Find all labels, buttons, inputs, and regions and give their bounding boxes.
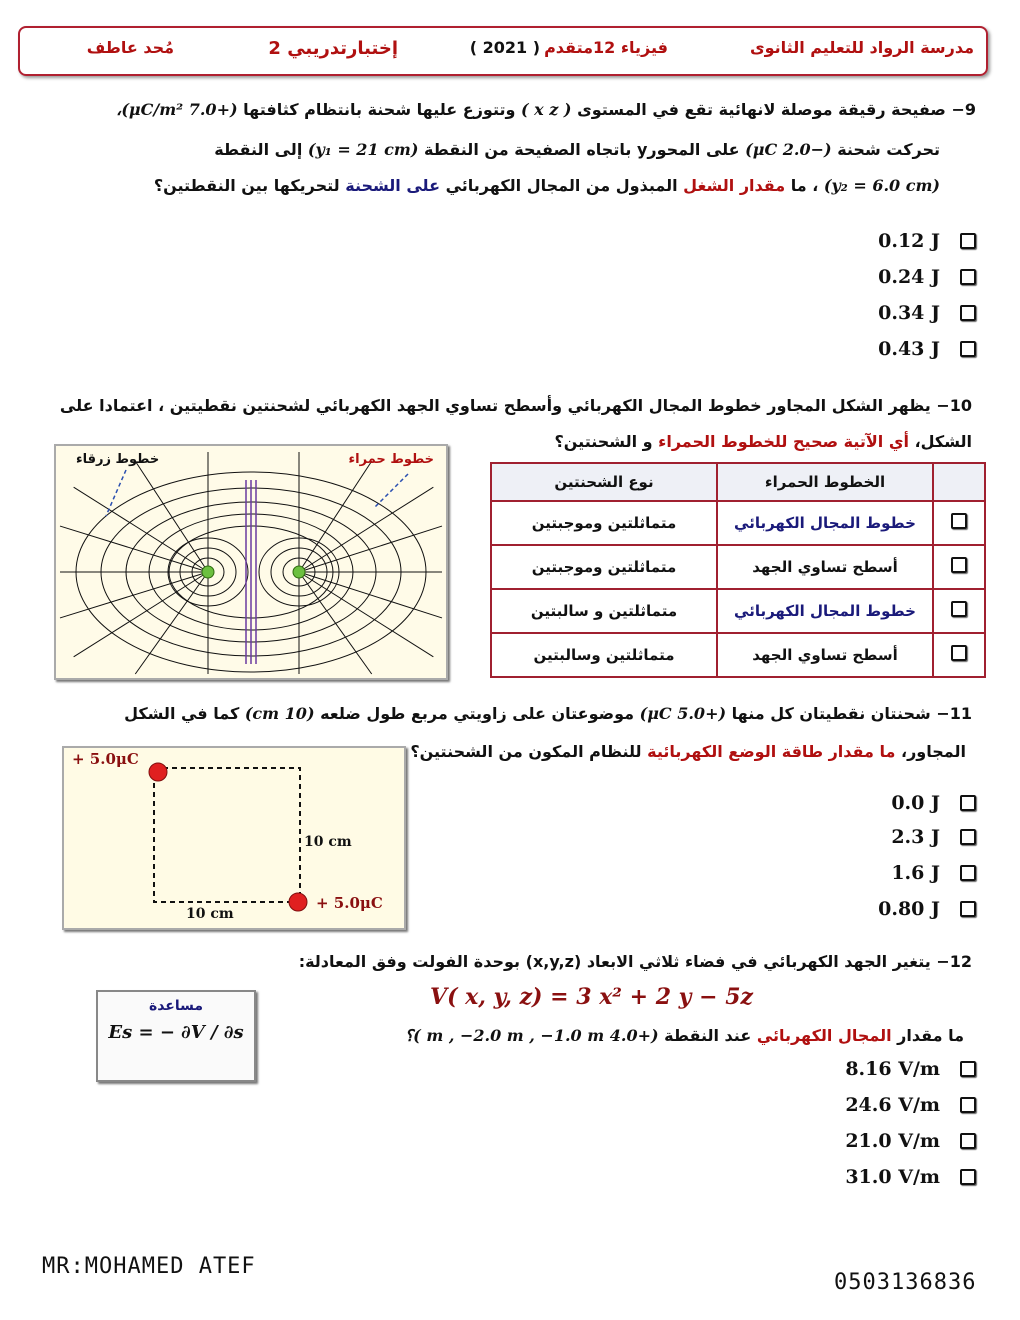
checkbox[interactable] xyxy=(960,829,976,845)
checkbox[interactable] xyxy=(951,601,967,617)
q12-line2: ما مقدار المجال الكهربائي عند النقطة (+4.0 m , −2.0 m , −1.0 m )؟ xyxy=(404,1026,964,1045)
checkbox[interactable] xyxy=(960,901,976,917)
q12-line1: 12− يتغير الجهد الكهربائي في فضاء ثلاثي الابعاد (x,y,z) بوحدة الفولت وفق المعادلة: xyxy=(298,952,972,971)
red-lines-label: خطوط حمراء xyxy=(348,452,434,467)
field-line xyxy=(74,572,208,657)
q11-option-3[interactable]: 1.6 J xyxy=(891,862,976,884)
checkbox[interactable] xyxy=(960,269,976,285)
q9-line2: تحركت شحنة (−2.0 μC) على المحورy باتجاه الصفيحة من النقطة (y₁ = 21 cm) إلى النقطة xyxy=(214,140,940,159)
q10-line1: 10− يظهر الشكل المجاور خطوط المجال الكهربائي وأسطح تساوي الجهد الكهربائي لشحنتين نقطيتين ، اعتمادا على xyxy=(59,396,972,415)
q12-option-2[interactable]: 24.6 V/m xyxy=(845,1094,976,1116)
field-line xyxy=(60,572,208,618)
q11-option-4[interactable]: 0.80 J xyxy=(878,898,976,920)
checkbox[interactable] xyxy=(960,1169,976,1185)
q12-option-4[interactable]: 31.0 V/m xyxy=(845,1166,976,1188)
header-bar xyxy=(18,26,988,76)
checkbox[interactable] xyxy=(960,1061,976,1077)
side-label-right: 10 cm xyxy=(304,834,352,850)
checkbox[interactable] xyxy=(960,233,976,249)
table-header-charges: نوع الشحنتين xyxy=(491,463,717,501)
q9-option-3[interactable]: 0.34 J xyxy=(878,302,976,324)
q11-option-1[interactable]: 0.0 J xyxy=(891,792,976,814)
teacher-name: مُحد عاطف xyxy=(86,38,174,57)
q11-line1: 11− شحنتان نقطيتان كل منها (+5.0 μC) موضوعتان على زاويتي مربع طول ضلعه (10 cm) كما في الشكل xyxy=(124,704,972,723)
q11-line2: المجاور، ما مقدار طاقة الوضع الكهربائية للنظام المكون من الشحنتين؟ xyxy=(410,742,966,761)
table-row[interactable]: خطوط المجال الكهربائي متماثلتين و سالبتين xyxy=(491,589,985,633)
table-row[interactable]: خطوط المجال الكهربائي متماثلتين وموجبتين xyxy=(491,501,985,545)
q9-line3: (y₂ = 6.0 cm) ، ما مقدار الشغل المبذول من المجال الكهربائي على الشحنة لتحريكها بين النقطتين؟ xyxy=(153,176,940,195)
field-line xyxy=(299,487,433,572)
charge-label-top: + 5.0μC xyxy=(72,750,139,768)
checkbox[interactable] xyxy=(951,513,967,529)
checkbox[interactable] xyxy=(960,795,976,811)
square-charges-figure xyxy=(62,746,406,930)
q12-option-1[interactable]: 8.16 V/m xyxy=(845,1058,976,1080)
help-box xyxy=(96,990,256,1082)
q9-line1: 9− صفيحة رقيقة موصلة لانهائية تقع في المستوى ( x z ) وتتوزع عليها شحنة بانتظام كثافتها (+7.0 μC/m²)، xyxy=(116,100,976,119)
table-header-lines: الخطوط الحمراء xyxy=(717,463,933,501)
field-line xyxy=(60,526,208,572)
field-line xyxy=(299,572,442,618)
field-line xyxy=(135,461,208,572)
checkbox[interactable] xyxy=(960,341,976,357)
help-title: مساعدة xyxy=(148,998,204,1014)
q10-line2: الشكل، أي الآتية صحيح للخطوط الحمراء و الشحنتين؟ xyxy=(554,432,972,451)
checkbox[interactable] xyxy=(960,1133,976,1149)
exam-title: إختبارتدريبي 2 xyxy=(268,38,398,59)
field-line xyxy=(299,572,433,657)
blue-lines-label: خطوط زرقاء xyxy=(76,452,160,467)
q10-options-table xyxy=(490,462,986,678)
checkbox[interactable] xyxy=(951,645,967,661)
school-name: مدرسة الرواد للتعليم الثانوى xyxy=(749,38,974,57)
q12-equation: V( x, y, z) = 3 x² + 2 y − 5z xyxy=(430,984,753,1010)
q11-option-2[interactable]: 2.3 J xyxy=(891,826,976,848)
field-line xyxy=(299,526,442,572)
charge-label-bottom: + 5.0μC xyxy=(316,894,383,912)
table-row[interactable]: أسطح تساوي الجهد متماثلتين وموجبتين xyxy=(491,545,985,589)
q9-option-4[interactable]: 0.43 J xyxy=(878,338,976,360)
q9-option-1[interactable]: 0.12 J xyxy=(878,230,976,252)
help-formula: Es = − ∂V / ∂s xyxy=(108,1022,244,1043)
q12-option-3[interactable]: 21.0 V/m xyxy=(845,1130,976,1152)
checkbox[interactable] xyxy=(960,305,976,321)
table-row[interactable]: أسطح تساوي الجهد متماثلتين وسالبتين xyxy=(491,633,985,677)
checkbox[interactable] xyxy=(960,1097,976,1113)
q9-option-2[interactable]: 0.24 J xyxy=(878,266,976,288)
checkbox[interactable] xyxy=(951,557,967,573)
footer-teacher: MR:MOHAMED ATEF xyxy=(42,1254,256,1279)
field-lines-figure xyxy=(54,444,448,680)
field-line xyxy=(74,487,208,572)
checkbox[interactable] xyxy=(960,865,976,881)
side-label-bottom: 10 cm xyxy=(186,906,234,922)
field-lines-diagram xyxy=(56,446,446,678)
subject: فيزياء 12متقدم xyxy=(544,38,668,57)
footer-phone: 0503136836 xyxy=(834,1270,977,1295)
year: ( 2021 ) xyxy=(469,38,540,57)
